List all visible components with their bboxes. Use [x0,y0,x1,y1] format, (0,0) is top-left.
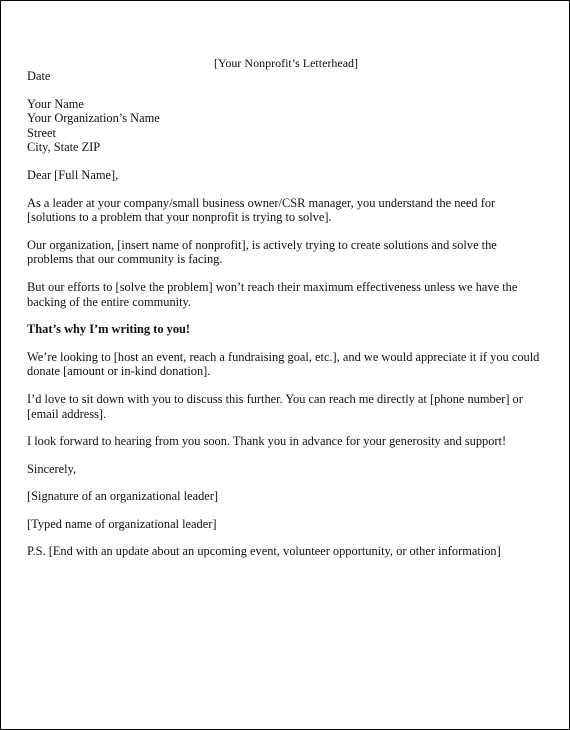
paragraph-need: As a leader at your company/small business owner/CSR manager, you understand the need for [solutions to a problem that your nonprofit is trying to solve]. [27,195,496,225]
paragraph-thanks: I look forward to hearing from you soon. Thank you in advance for your generosity and support! [27,434,507,449]
paragraph-organization: Our organization, [insert name of nonprofit], is actively trying to create solutions and solve the problems that our community is facing. [27,237,497,267]
recipient-organization: Your Organization’s Name [27,111,160,126]
closing: Sincerely, [27,461,77,476]
paragraph-contact: I’d love to sit down with you to discuss this further. You can reach me directly at [phone number] or [email address]. [27,391,523,421]
letterhead: [Your Nonprofit’s Letterhead] [213,56,359,70]
paragraph-writing-to-you: That’s why I’m writing to you! [27,322,191,337]
date-line: Date [27,69,51,83]
recipient-address [27,97,543,155]
letter-body [27,69,543,572]
paragraph-community: But our efforts to [solve the problem] won’t reach their maximum effectiveness unless we have the backing of the entire community. [27,279,518,309]
recipient-street: Street [27,125,56,140]
recipient-name: Your Name [27,96,84,111]
paragraph-request: We’re looking to [host an event, reach a fundraising goal, etc.], and we would appreciate it if you could donate [amount or in-kind donation]. [27,349,540,379]
typed-name-placeholder: [Typed name of organizational leader] [27,516,217,531]
signature-placeholder: [Signature of an organizational leader] [27,489,219,504]
postscript: P.S. [End with an update about an upcoming event, volunteer opportunity, or other information] [27,544,501,559]
recipient-city-state-zip: City, State ZIP [27,140,101,155]
salutation: Dear [Full Name], [27,167,119,182]
